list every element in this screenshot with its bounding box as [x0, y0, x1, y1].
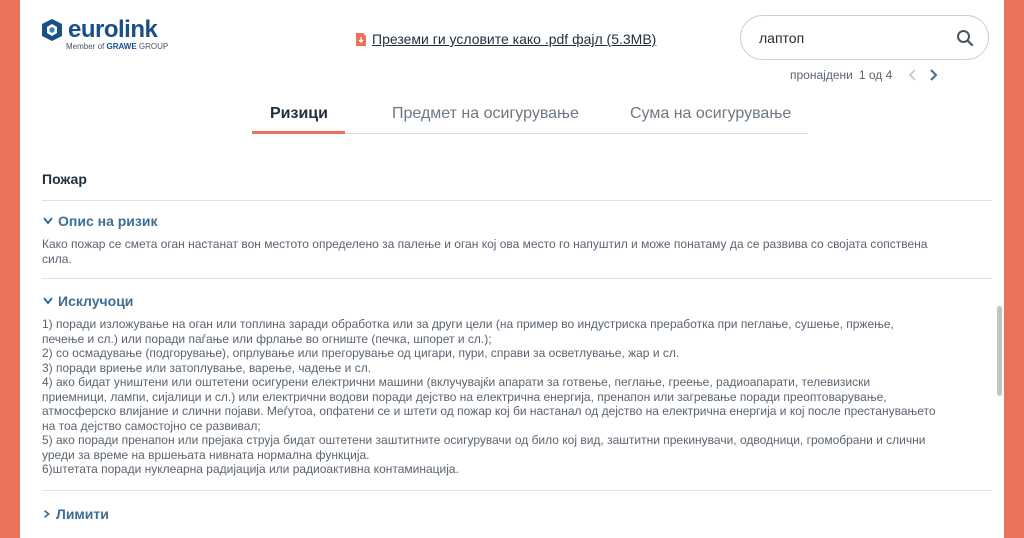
text-line: 6)штетата поради нуклеарна радијација или радиоактивна контаминација. — [42, 462, 459, 476]
accordion-body-opis — [42, 237, 992, 266]
accordion-iskluchoci[interactable] — [42, 293, 133, 309]
logo-mark-icon — [40, 18, 64, 42]
text-line: приемници, лампи, сијалици и сл.) или електрични водови поради дејство на електрична енергија, пренапон или загревање поради преоптоварување, — [42, 389, 887, 404]
found-label: пронајдени — [790, 68, 853, 82]
pdf-file-icon — [356, 33, 366, 46]
active-tab-indicator — [252, 131, 345, 134]
tab-suma[interactable]: Сума на осигурување — [630, 105, 792, 122]
text-line: уреди за време на вршењата нивната нормална функција. — [42, 447, 370, 462]
accordion-opis-na-rizik[interactable] — [42, 213, 158, 229]
page — [20, 0, 1004, 538]
pdf-download-label: Преземи ги условите како .pdf фајл (5.3MB) — [372, 31, 657, 47]
tab-predmet[interactable]: Предмет на осигурување — [392, 105, 579, 122]
text-line: 2) со осмадување (подгорување), опрлување или прегорување од цигари, пури, справи за осветлување, жар и сл. — [42, 346, 680, 360]
text-line: 4) ако бидат уништени или оштетени осигурени електрични машини (вклучувајќи апарати за готвење, пеглање, греење, радиоапарати, телевизиски — [42, 375, 871, 389]
accordion-body-iskluchoci — [42, 317, 992, 477]
chevron-down-icon — [42, 216, 54, 226]
logo-wordmark: eurolink — [68, 16, 158, 43]
accordion-limiti[interactable] — [42, 506, 109, 522]
tab-rizici[interactable]: Ризици — [270, 105, 328, 122]
eurolink-logo[interactable] — [40, 16, 170, 54]
accordion-title: Опис на ризик — [58, 213, 158, 229]
divider — [42, 278, 992, 279]
divider — [42, 200, 992, 201]
scrollbar-thumb[interactable] — [997, 306, 1002, 396]
text-line: печење и сл.) или поради паѓање или фрлање во огниште (печка, шпорет и сл.); — [42, 331, 492, 346]
search-input[interactable] — [759, 26, 939, 50]
text-line: 1) поради изложување на оган или топлина заради обработка или за други цели (на пример во индустриска преработка при пеглање, сушење, пржење, — [42, 317, 894, 331]
accordion-title: Лимити — [56, 506, 109, 522]
accordion-title: Исклучоци — [58, 293, 134, 309]
previous-result-chevron-left-icon[interactable] — [907, 68, 919, 82]
divider — [42, 490, 992, 491]
text-line: на тоа дејство самостојно се развивал; — [42, 418, 261, 433]
search-results-counter — [790, 68, 892, 82]
next-result-chevron-right-icon[interactable] — [927, 68, 939, 82]
pdf-download-link[interactable] — [356, 31, 656, 47]
tab-bar — [252, 98, 808, 134]
text-line: 3) поради вриење или затоплување, варење, чадење и сл. — [42, 360, 372, 375]
text-line: Како пожар се смета оган настанат вон местото определено за палење и оган кој ова место го напуштил и може понатаму да се развива со својата сопствена — [42, 237, 928, 251]
section-title: Пожар — [42, 171, 87, 187]
logo-tagline: Member of GRAWE GROUP — [66, 42, 169, 51]
text-line: атмосферско влијание и слични појави. Меѓутоа, опфатени се и штети од пожар кој би настанал од дејство на електрична енергија и кој после престанувањето — [42, 404, 936, 418]
chevron-down-icon — [42, 296, 54, 306]
text-line: сила. — [42, 251, 72, 266]
search-icon[interactable] — [956, 29, 974, 47]
search-box[interactable] — [740, 15, 989, 60]
found-count: 1 од 4 — [858, 68, 893, 82]
chevron-right-icon — [42, 509, 52, 519]
text-line: 5) ако поради пренапон или прејака струја бидат оштетени заштитните осигурувачи од било кој вид, заштитни прекинувачи, одводници, громобрани и слични — [42, 433, 926, 447]
